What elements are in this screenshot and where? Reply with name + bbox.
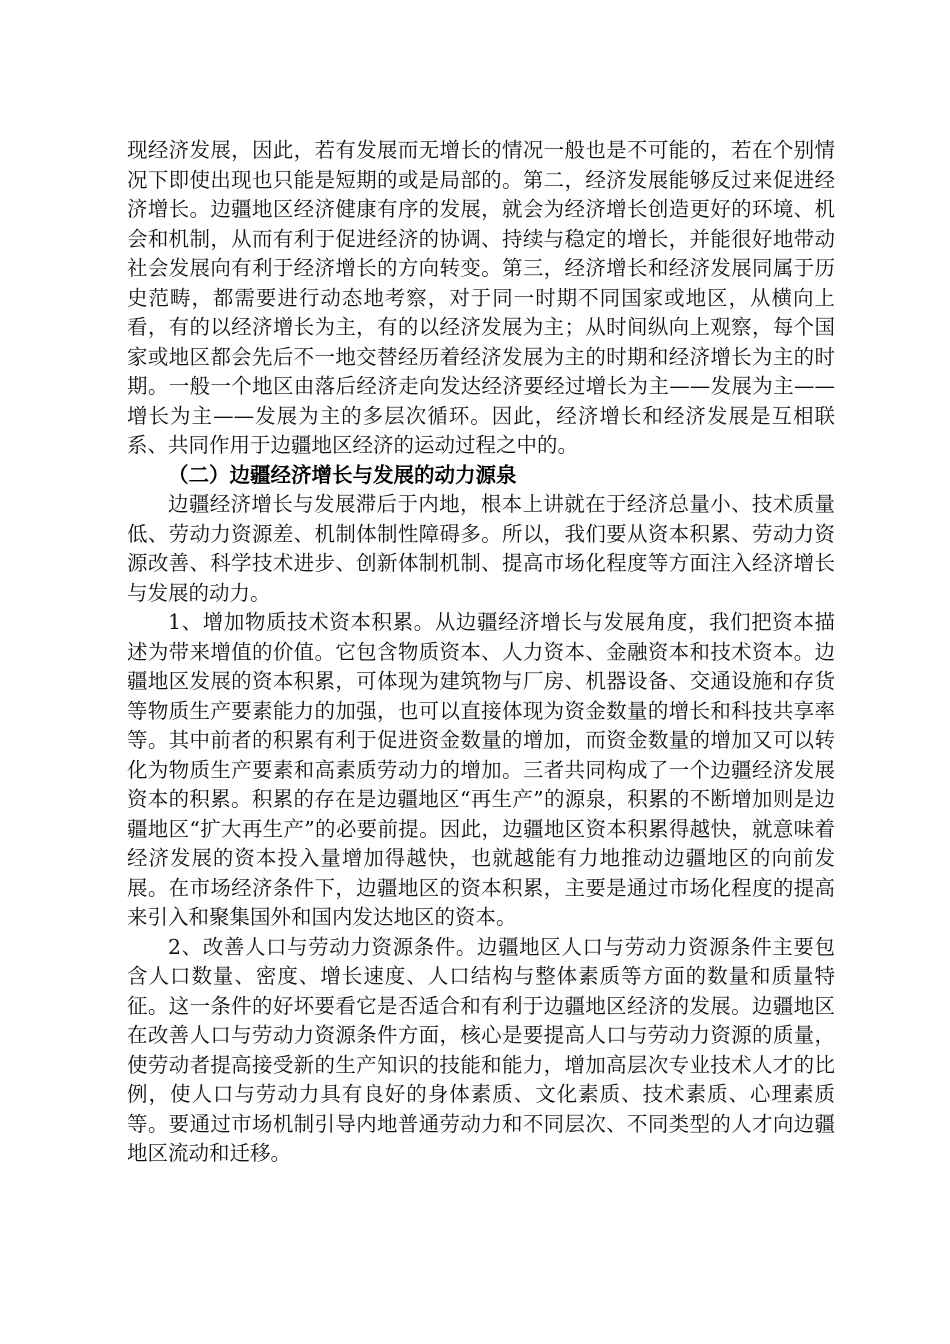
paragraph-intro: 现经济发展，因此，若有发展而无增长的情况一般也是不可能的，若在个别情况下即使出现也只能是短期的或是局部的。第二，经济发展能够反过来促进经济增长。边疆地区经济健康有序的发展，就会为经济增长创造更好的环境、机会和机制，从而有利于促进经济的协调、持续与稳定的增长，并能很好地带动社会发展向有利于经济增长的方向转变。第三，经济增长和经济发展同属于历史范畴，都需要进行动态地考察，对于同一时期不同国家或地区，从横向上看，有的以经济增长为主，有的以经济发展为主；从时间纵向上观察，每个国家或地区都会先后不一地交替经历着经济发展为主的时期和经济增长为主的时期。一般一个地区由落后经济走向发达经济要经过增长为主——发展为主——增长为主——发展为主的多层次循环。因此，经济增长和经济发展是互相联系、共同作用于边疆地区经济的运动过程之中的。 (127, 138, 835, 457)
document-body (127, 136, 835, 1169)
paragraph-overview: 边疆经济增长与发展滞后于内地，根本上讲就在于经济总量小、技术质量低、劳动力资源差、机制体制性障碍多。所以，我们要从资本积累、劳动力资源改善、科学技术进步、创新体制机制、提高市场化程度等方面注入经济增长与发展的动力。 (127, 492, 835, 605)
paragraph-point-2: 2、改善人口与劳动力资源条件。边疆地区人口与劳动力资源条件主要包含人口数量、密度、增长速度、人口结构与整体素质等方面的数量和质量特征。这一条件的好坏要看它是否适合和有利于边疆地区经济的发展。边疆地区在改善人口与劳动力资源条件方面，核心是要提高人口与劳动力资源的质量，使劳动者提高接受新的生产知识的技能和能力，增加高层次专业技术人才的比例，使人口与劳动力具有良好的身体素质、文化素质、技术素质、心理素质等。要通过市场机制引导内地普通劳动力和不同层次、不同类型的人才向边疆地区流动和迁移。 (127, 934, 835, 1165)
paragraph-point-1: 1、增加物质技术资本积累。从边疆经济增长与发展角度，我们把资本描述为带来增值的价值。它包含物质资本、人力资本、金融资本和技术资本。边疆地区发展的资本积累，可体现为建筑物与厂房、机器设备、交通设施和存货等物质生产要素能力的加强，也可以直接体现为资金数量的增长和科技共享率等。其中前者的积累有利于促进资金数量的增加，而资金数量的增加又可以转化为物质生产要素和高素质劳动力的增加。三者共同构成了一个边疆经济发展资本的积累。积累的存在是边疆地区“再生产”的源泉，积累的不断增加则是边疆地区“扩大再生产”的必要前提。因此，边疆地区资本积累得越快，就意味着经济发展的资本投入量增加得越快，也就越能有力地推动边疆地区的向前发展。在市场经济条件下，边疆地区的资本积累，主要是通过市场化程度的提高来引入和聚集国外和国内发达地区的资本。 (127, 610, 835, 929)
section-heading: （二）边疆经济增长与发展的动力源泉 (168, 462, 517, 487)
